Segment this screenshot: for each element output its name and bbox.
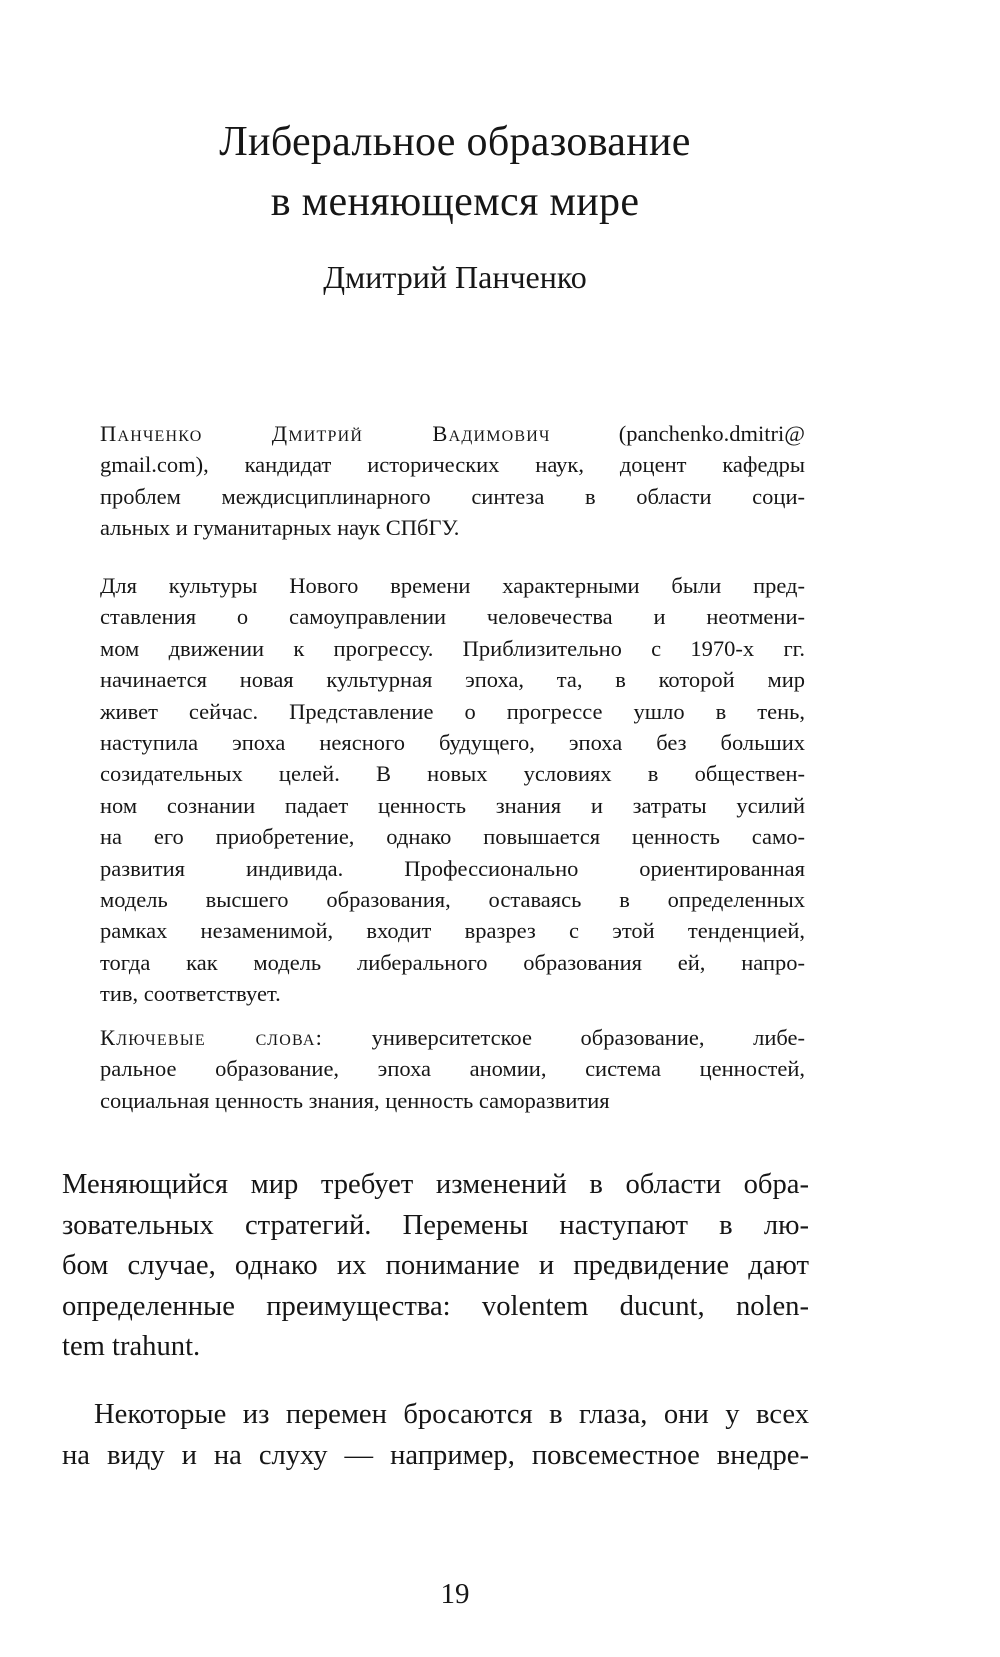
abstract-line: рамках незаменимой, входит вразрез с этой тенденцией,	[100, 918, 805, 944]
abstract-line: созидательных целей. В новых условиях в обществен-	[100, 761, 805, 787]
bio-line: проблем междисциплинарного синтеза в области соци-	[100, 483, 805, 509]
body-line: Меняющийся мир требует изменений в области обра-	[62, 1169, 809, 1200]
author-full-name: Панченко Дмитрий Вадимович	[100, 421, 551, 446]
keywords-block	[100, 1022, 805, 1116]
keywords-line	[100, 1022, 805, 1053]
keywords-line1-text: университетское образование, либе-	[371, 1025, 806, 1050]
abstract-line: развития индивида. Профессионально ориентированная	[100, 855, 805, 881]
bio-line: альных и гуманитарных наук СПбГУ.	[100, 515, 460, 541]
author-email-part1: (panchenko.dmitri@	[618, 421, 805, 446]
page-number: 19	[440, 1578, 470, 1610]
title-line-2: в меняющемся мире	[270, 179, 640, 225]
abstract-line: ставления о самоуправлении человечества и неотмени-	[100, 604, 805, 630]
body-paragraph-2	[62, 1395, 809, 1476]
author-bio	[100, 418, 805, 544]
article-abstract	[100, 570, 805, 1010]
title-line-1: Либеральное образование	[219, 119, 691, 165]
abstract-line: тогда как модель либерального образования ей, напро-	[100, 949, 805, 975]
body-line: определенные преимущества: volentem ducunt, nolen-	[62, 1290, 809, 1322]
abstract-line: начинается новая культурная эпоха, та, в которой мир	[100, 667, 805, 693]
abstract-line: ном сознании падает ценность знания и затраты усилий	[100, 792, 805, 818]
abstract-line: живет сейчас. Представление о прогрессе ушло в тень,	[100, 698, 805, 724]
body-paragraph-1	[62, 1165, 809, 1368]
abstract-line: тив, соответствует.	[100, 981, 281, 1007]
body-line: tem trahunt.	[62, 1331, 201, 1362]
body-line: бом случае, однако их понимание и предвидение дают	[62, 1250, 809, 1281]
abstract-line: Для культуры Нового времени характерными были пред-	[100, 573, 805, 598]
keywords-label: Ключевые слова:	[100, 1025, 324, 1050]
bio-line	[100, 418, 805, 449]
bio-line: gmail.com), кандидат исторических наук, доцент кафедры	[100, 452, 805, 478]
keywords-line: социальная ценность знания, ценность саморазвития	[100, 1087, 610, 1113]
article-author: Дмитрий Панченко	[323, 259, 587, 295]
abstract-line: наступила эпоха неясного будущего, эпоха без больших	[100, 730, 805, 756]
body-line: Некоторые из перемен бросаются в глаза, они у всех	[94, 1399, 809, 1430]
abstract-line: модель высшего образования, оставаясь в определенных	[100, 887, 805, 913]
abstract-line: на его приобретение, однако повышается ценность само-	[100, 824, 805, 850]
body-line: на виду и на слуху — например, повсеместное внедре-	[62, 1439, 809, 1471]
abstract-line: мом движении к прогрессу. Приблизительно с 1970-х гг.	[100, 635, 805, 661]
body-line: зовательных стратегий. Перемены наступают в лю-	[62, 1209, 809, 1241]
keywords-line: ральное образование, эпоха аномии, система ценностей,	[100, 1056, 805, 1082]
article-title	[0, 112, 910, 232]
